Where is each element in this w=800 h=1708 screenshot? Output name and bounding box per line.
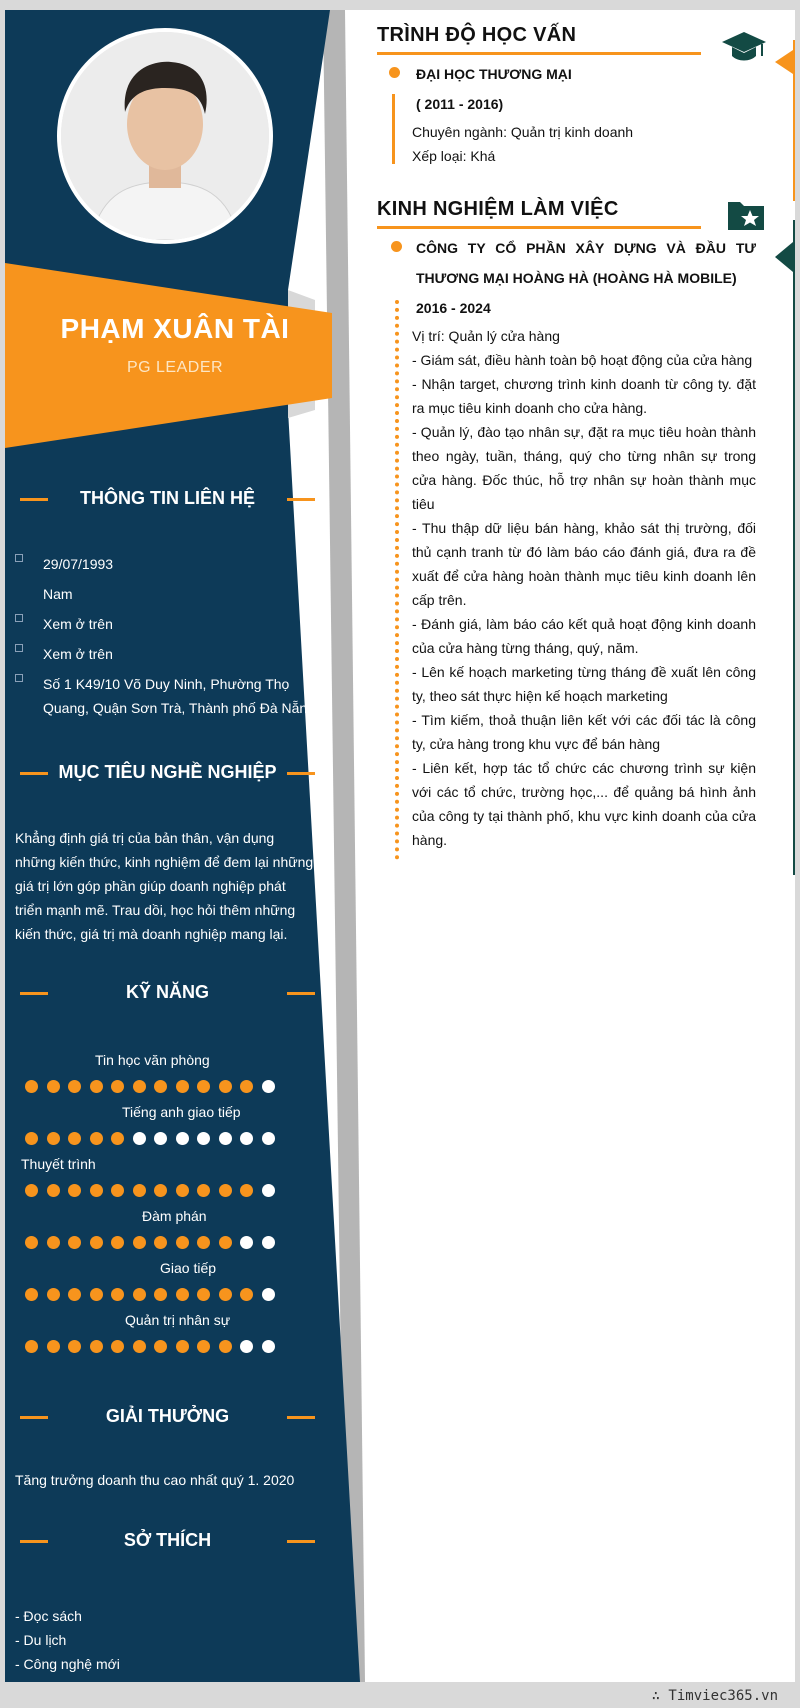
skill-dot-filled (111, 1132, 124, 1145)
contact-gender: Nam (43, 586, 73, 602)
skill-dot-empty (262, 1288, 275, 1301)
skill-dot-filled (25, 1236, 38, 1249)
education-grade: Xếp loại: Khá (412, 148, 496, 164)
skill-dot-empty (176, 1132, 189, 1145)
hobbies-title: SỞ THÍCH (123, 1530, 212, 1550)
skill-dot-filled (111, 1340, 124, 1353)
cv-page (5, 10, 795, 1682)
skill-dot-empty (197, 1132, 210, 1145)
skill-dot-filled (133, 1288, 146, 1301)
contact-email: Xem ở trên (15, 642, 315, 666)
education-period: ( 2011 - 2016) (416, 96, 504, 112)
skill-label-hr: Quản trị nhân sự (125, 1312, 231, 1328)
watermark: ∴ Timviec365.vn (651, 1688, 778, 1704)
education-title-underline (377, 52, 701, 55)
skill-dot-empty (262, 1080, 275, 1093)
skill-dot-filled (25, 1340, 38, 1353)
hobby-item: - Công nghệ mới (15, 1656, 120, 1672)
email-icon (15, 644, 23, 652)
experience-line: - Giám sát, điều hành toàn bộ hoạt động của cửa hàng (412, 352, 753, 368)
skill-dot-filled (47, 1080, 60, 1093)
education-school: ĐẠI HỌC THƯƠNG MẠI (416, 66, 572, 82)
skill-dot-filled (176, 1184, 189, 1197)
skill-dot-filled (154, 1340, 167, 1353)
skill-dot-empty (262, 1132, 275, 1145)
skill-dot-filled (240, 1080, 253, 1093)
skill-dot-filled (47, 1132, 60, 1145)
skill-label-presentation: Thuyết trình (21, 1156, 96, 1172)
skill-dot-filled (90, 1080, 103, 1093)
skill-dot-filled (90, 1132, 103, 1145)
skill-dot-filled (25, 1132, 38, 1145)
skill-dot-filled (133, 1080, 146, 1093)
skill-dot-filled (47, 1184, 60, 1197)
experience-line: - Quản lý, đào tạo nhân sự, đặt ra mục tiêu hoàn thành theo ngày, tuần, tháng, quý cho từng nhân sự trong cửa hàng. Đốc thúc, hỗ trợ nhân sự hoàn thành mục tiêu (412, 424, 756, 512)
contact-section-header (15, 488, 320, 510)
education-side-marker (775, 50, 793, 74)
skill-dot-filled (68, 1236, 81, 1249)
location-icon (15, 674, 23, 682)
skill-dot-filled (111, 1184, 124, 1197)
experience-title-underline (377, 226, 701, 229)
skill-dot-filled (154, 1288, 167, 1301)
education-timeline (392, 94, 395, 164)
skill-dot-filled (90, 1340, 103, 1353)
skill-dot-filled (47, 1288, 60, 1301)
skill-dot-filled (197, 1236, 210, 1249)
skill-dot-filled (219, 1288, 232, 1301)
skill-dot-filled (133, 1236, 146, 1249)
skill-dot-filled (197, 1340, 210, 1353)
experience-title: KINH NGHIỆM LÀM VIỆC (377, 198, 619, 220)
skills-title: KỸ NĂNG (125, 982, 209, 1002)
skill-dot-filled (68, 1340, 81, 1353)
skill-dot-filled (240, 1288, 253, 1301)
skill-label-office: Tin học văn phòng (95, 1052, 210, 1068)
skill-dot-filled (176, 1080, 189, 1093)
skill-dot-filled (68, 1132, 81, 1145)
education-major: Chuyên ngành: Quản trị kinh doanh (412, 124, 634, 140)
skill-label-communication: Giao tiếp (160, 1260, 217, 1276)
skill-dot-filled (133, 1184, 146, 1197)
education-side-strip (793, 40, 795, 201)
experience-bullet (391, 241, 402, 252)
skill-dot-empty (240, 1340, 253, 1353)
experience-company-line2: THƯƠNG MẠI HOÀNG HÀ (HOÀNG HÀ MOBILE) (416, 270, 737, 286)
skill-dot-empty (154, 1132, 167, 1145)
experience-description (412, 324, 756, 852)
skill-dot-filled (68, 1184, 81, 1197)
education-bullet (389, 67, 400, 78)
experience-line: - Tìm kiếm, thoả thuận liên kết với các đối tác là công ty, cửa hàng trong khu vực để bán hàng (412, 712, 756, 752)
skill-dot-filled (133, 1340, 146, 1353)
skill-dot-filled (25, 1184, 38, 1197)
skill-dot-filled (219, 1080, 232, 1093)
skill-dot-empty (262, 1340, 275, 1353)
skill-dot-empty (262, 1184, 275, 1197)
skill-dot-filled (154, 1184, 167, 1197)
experience-line: - Liên kết, hợp tác tổ chức các chương trình sự kiện với các tổ chức, trường học,... để quảng bá hình ảnh của công ty tại thành phố, khu vực kinh doanh của cửa hàng. (412, 760, 756, 848)
hobbies-section-header (15, 1530, 320, 1552)
skill-dot-filled (68, 1080, 81, 1093)
experience-period: 2016 - 2024 (416, 300, 491, 316)
experience-line: Vị trí: Quản lý cửa hàng (412, 328, 560, 344)
skill-dot-filled (176, 1340, 189, 1353)
awards-section-header (15, 1406, 320, 1428)
skill-dot-filled (219, 1340, 232, 1353)
job-title: PG LEADER (126, 359, 224, 376)
experience-line: - Nhận target, chương trình kinh doanh từ công ty. đặt ra mục tiêu kinh doanh cho cửa hàng. (412, 376, 756, 416)
experience-side-marker (775, 242, 793, 272)
experience-company-line1: CÔNG TY CỔ PHẦN XÂY DỰNG VÀ ĐẦU TƯ (416, 240, 756, 256)
experience-timeline (395, 300, 399, 860)
skill-dot-filled (154, 1080, 167, 1093)
skill-dot-empty (219, 1132, 232, 1145)
skill-dot-filled (90, 1236, 103, 1249)
skill-dot-filled (240, 1184, 253, 1197)
awards-text: Tăng trưởng doanh thu cao nhất quý 1. 2020 (15, 1472, 295, 1488)
skills-section-header (15, 982, 320, 1004)
hobby-item: - Du lịch (15, 1632, 67, 1648)
full-name: PHẠM XUÂN TÀI (60, 313, 290, 344)
experience-side-strip (793, 220, 795, 875)
skill-label-english: Tiếng anh giao tiếp (122, 1104, 241, 1120)
skill-dot-empty (133, 1132, 146, 1145)
skill-dot-empty (240, 1132, 253, 1145)
skill-dot-filled (47, 1340, 60, 1353)
phone-icon (15, 614, 23, 622)
skill-dot-filled (176, 1288, 189, 1301)
contact-title: THÔNG TIN LIÊN HỆ (80, 488, 255, 508)
skill-dot-filled (111, 1236, 124, 1249)
avatar (57, 28, 273, 244)
education-title: TRÌNH ĐỘ HỌC VẤN (377, 24, 577, 46)
skill-label-negotiation: Đàm phán (142, 1208, 207, 1224)
contact-birthday: 29/07/1993 (15, 552, 315, 576)
skill-dot-filled (219, 1184, 232, 1197)
experience-line: - Thu thập dữ liệu bán hàng, khảo sát thị trường, đối thủ cạnh tranh từ đó làm báo cáo đánh giá, đưa ra đề xuất để cửa hàng hoàn thành mục tiêu kinh doanh lên cấp trên. (412, 520, 756, 608)
awards-title: GIẢI THƯỞNG (105, 1406, 230, 1426)
skill-dot-filled (219, 1236, 232, 1249)
skill-dot-filled (25, 1288, 38, 1301)
skill-dot-filled (90, 1288, 103, 1301)
skill-dot-filled (25, 1080, 38, 1093)
skill-dot-filled (154, 1236, 167, 1249)
skill-dot-filled (111, 1080, 124, 1093)
skill-dot-filled (111, 1288, 124, 1301)
skill-dot-empty (262, 1236, 275, 1249)
skill-dot-filled (197, 1184, 210, 1197)
skill-dot-filled (197, 1080, 210, 1093)
header-line-right (287, 498, 315, 501)
skill-dot-filled (90, 1184, 103, 1197)
objective-section-header (15, 762, 320, 784)
skill-dot-filled (176, 1236, 189, 1249)
avatar-portrait (61, 32, 269, 240)
experience-line: - Đánh giá, làm báo cáo kết quả hoạt động kinh doanh của cửa hàng từng tháng, quý, năm. (412, 616, 756, 656)
experience-line: - Lên kế hoạch marketing từng tháng đề xuất lên công ty, theo sát thực hiện kế hoạch marketing (412, 664, 756, 704)
objective-title: MỤC TIÊU NGHỀ NGHIỆP (58, 762, 277, 782)
graduation-cap-icon (720, 30, 768, 64)
skill-dot-filled (47, 1236, 60, 1249)
folder-star-icon (726, 198, 766, 232)
hobby-item: - Đọc sách (15, 1608, 82, 1624)
objective-text: Khẳng định giá trị của bản thân, vận dụng những kiến thức, kinh nghiệm để đem lại những giá trị lớn góp phần giúp doanh nghiệp phát triển mạnh mẽ. Trau dồi, học hỏi thêm những kiến thức, giá trị mà doanh nghiệp mang lại. (15, 830, 314, 942)
skill-dot-filled (197, 1288, 210, 1301)
skill-dot-empty (240, 1236, 253, 1249)
contact-address: Số 1 K49/10 Võ Duy Ninh, Phường Thọ Quang, Quận Sơn Trà, Thành phố Đà Nẵng (15, 672, 315, 720)
contact-phone: Xem ở trên (15, 612, 315, 636)
skill-dot-filled (68, 1288, 81, 1301)
calendar-icon (15, 554, 23, 562)
